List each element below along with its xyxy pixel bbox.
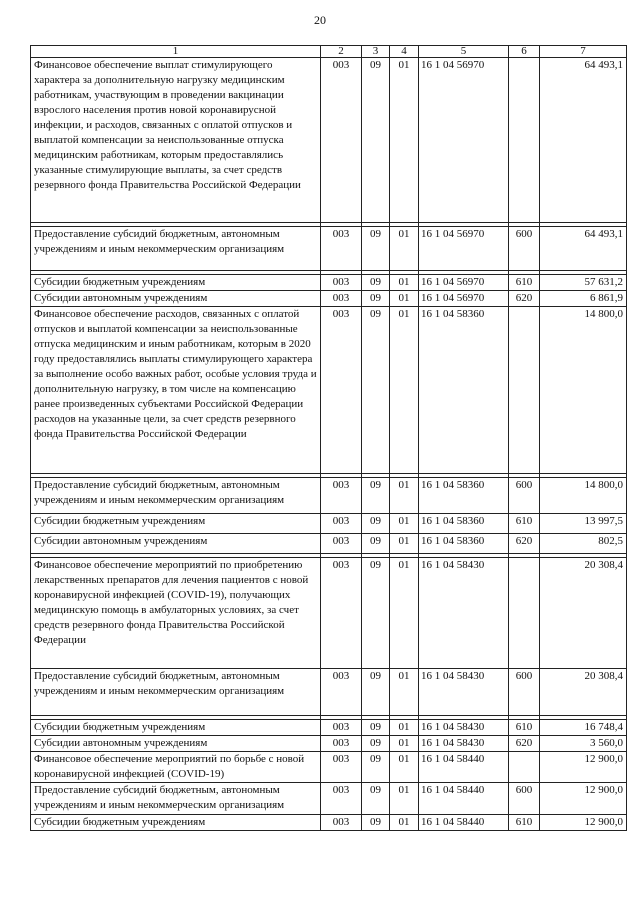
expense-type-code bbox=[509, 58, 540, 223]
item-name: Финансовое обеспечение расходов, связанных с оплатой отпусков и выплатой компенсации за неиспользованные отпуска медицинским и иным работникам, которым в 2020 году предоставлялись выплаты стимулирующего характера за выполнение особо важных работ, особые условия труда и дополнительную нагрузку, в том числе на компенсацию ранее произведенных субъектами Российской Федерации расходов на указанные цели, за счет средств резервного фонда Правительства Российской Федерации bbox=[31, 307, 321, 474]
ved-code: 003 bbox=[321, 736, 362, 752]
amount: 12 900,0 bbox=[540, 752, 627, 783]
target-article-code: 16 1 04 56970 bbox=[419, 58, 509, 223]
table-row bbox=[31, 478, 627, 514]
section-code: 09 bbox=[362, 783, 390, 815]
item-name: Субсидии бюджетным учреждениям bbox=[31, 514, 321, 534]
ved-code: 003 bbox=[321, 514, 362, 534]
subsection-code: 01 bbox=[390, 736, 419, 752]
ved-code: 003 bbox=[321, 669, 362, 716]
table-row bbox=[31, 534, 627, 554]
target-article-code: 16 1 04 58440 bbox=[419, 752, 509, 783]
section-code: 09 bbox=[362, 514, 390, 534]
item-name: Субсидии бюджетным учреждениям bbox=[31, 275, 321, 291]
ved-code: 003 bbox=[321, 752, 362, 783]
ved-code: 003 bbox=[321, 275, 362, 291]
subsection-code: 01 bbox=[390, 275, 419, 291]
subsection-code: 01 bbox=[390, 752, 419, 783]
amount: 3 560,0 bbox=[540, 736, 627, 752]
column-header: 2 bbox=[321, 46, 362, 58]
item-name: Субсидии автономным учреждениям bbox=[31, 291, 321, 307]
column-header: 3 bbox=[362, 46, 390, 58]
target-article-code: 16 1 04 56970 bbox=[419, 291, 509, 307]
subsection-code: 01 bbox=[390, 291, 419, 307]
item-name: Предоставление субсидий бюджетным, автономным учреждениям и иным некоммерческим организациям bbox=[31, 669, 321, 716]
target-article-code: 16 1 04 56970 bbox=[419, 227, 509, 271]
column-header: 6 bbox=[509, 46, 540, 58]
item-name: Субсидии автономным учреждениям bbox=[31, 534, 321, 554]
section-code: 09 bbox=[362, 720, 390, 736]
target-article-code: 16 1 04 56970 bbox=[419, 275, 509, 291]
table-row bbox=[31, 815, 627, 831]
subsection-code: 01 bbox=[390, 558, 419, 669]
subsection-code: 01 bbox=[390, 307, 419, 474]
table-row bbox=[31, 227, 627, 271]
target-article-code: 16 1 04 58440 bbox=[419, 783, 509, 815]
ved-code: 003 bbox=[321, 720, 362, 736]
ved-code: 003 bbox=[321, 307, 362, 474]
item-name: Субсидии бюджетным учреждениям bbox=[31, 720, 321, 736]
expense-type-code: 600 bbox=[509, 227, 540, 271]
section-code: 09 bbox=[362, 534, 390, 554]
item-name: Предоставление субсидий бюджетным, автономным учреждениям и иным некоммерческим организациям bbox=[31, 783, 321, 815]
target-article-code: 16 1 04 58430 bbox=[419, 558, 509, 669]
table-row bbox=[31, 514, 627, 534]
target-article-code: 16 1 04 58430 bbox=[419, 669, 509, 716]
item-name: Предоставление субсидий бюджетным, автономным учреждениям и иным некоммерческим организациям bbox=[31, 227, 321, 271]
expense-type-code: 610 bbox=[509, 514, 540, 534]
section-code: 09 bbox=[362, 275, 390, 291]
ved-code: 003 bbox=[321, 58, 362, 223]
table-row bbox=[31, 720, 627, 736]
amount: 12 900,0 bbox=[540, 815, 627, 831]
section-code: 09 bbox=[362, 307, 390, 474]
budget-table bbox=[30, 45, 627, 831]
amount: 20 308,4 bbox=[540, 669, 627, 716]
table-row bbox=[31, 307, 627, 474]
section-code: 09 bbox=[362, 815, 390, 831]
expense-type-code: 600 bbox=[509, 669, 540, 716]
target-article-code: 16 1 04 58430 bbox=[419, 720, 509, 736]
header-row bbox=[31, 46, 627, 58]
section-code: 09 bbox=[362, 478, 390, 514]
table-row bbox=[31, 669, 627, 716]
section-code: 09 bbox=[362, 58, 390, 223]
ved-code: 003 bbox=[321, 815, 362, 831]
target-article-code: 16 1 04 58430 bbox=[419, 736, 509, 752]
expense-type-code: 610 bbox=[509, 720, 540, 736]
target-article-code: 16 1 04 58360 bbox=[419, 478, 509, 514]
column-header: 5 bbox=[419, 46, 509, 58]
amount: 6 861,9 bbox=[540, 291, 627, 307]
expense-type-code: 600 bbox=[509, 783, 540, 815]
ved-code: 003 bbox=[321, 227, 362, 271]
amount: 12 900,0 bbox=[540, 783, 627, 815]
table-row bbox=[31, 752, 627, 783]
subsection-code: 01 bbox=[390, 815, 419, 831]
table-row bbox=[31, 58, 627, 223]
expense-type-code: 620 bbox=[509, 534, 540, 554]
subsection-code: 01 bbox=[390, 227, 419, 271]
item-name: Финансовое обеспечение мероприятий по борьбе с новой коронавирусной инфекцией (COVID-19) bbox=[31, 752, 321, 783]
amount: 14 800,0 bbox=[540, 307, 627, 474]
amount: 20 308,4 bbox=[540, 558, 627, 669]
table-row bbox=[31, 558, 627, 669]
subsection-code: 01 bbox=[390, 514, 419, 534]
expense-type-code: 610 bbox=[509, 275, 540, 291]
item-name: Субсидии автономным учреждениям bbox=[31, 736, 321, 752]
item-name: Предоставление субсидий бюджетным, автономным учреждениям и иным некоммерческим организациям bbox=[31, 478, 321, 514]
expense-type-code bbox=[509, 307, 540, 474]
table-row bbox=[31, 736, 627, 752]
amount: 16 748,4 bbox=[540, 720, 627, 736]
table-row bbox=[31, 291, 627, 307]
section-code: 09 bbox=[362, 291, 390, 307]
column-header: 4 bbox=[390, 46, 419, 58]
amount: 57 631,2 bbox=[540, 275, 627, 291]
expense-type-code: 620 bbox=[509, 736, 540, 752]
section-code: 09 bbox=[362, 736, 390, 752]
target-article-code: 16 1 04 58360 bbox=[419, 307, 509, 474]
amount: 13 997,5 bbox=[540, 514, 627, 534]
section-code: 09 bbox=[362, 752, 390, 783]
column-header: 1 bbox=[31, 46, 321, 58]
expense-type-code: 610 bbox=[509, 815, 540, 831]
ved-code: 003 bbox=[321, 291, 362, 307]
target-article-code: 16 1 04 58360 bbox=[419, 514, 509, 534]
table-row bbox=[31, 783, 627, 815]
ved-code: 003 bbox=[321, 478, 362, 514]
amount: 14 800,0 bbox=[540, 478, 627, 514]
item-name: Субсидии бюджетным учреждениям bbox=[31, 815, 321, 831]
amount: 64 493,1 bbox=[540, 227, 627, 271]
ved-code: 003 bbox=[321, 558, 362, 669]
expense-type-code bbox=[509, 752, 540, 783]
expense-type-code bbox=[509, 558, 540, 669]
expense-type-code: 600 bbox=[509, 478, 540, 514]
column-header: 7 bbox=[540, 46, 627, 58]
page-number: 20 bbox=[314, 13, 326, 27]
section-code: 09 bbox=[362, 227, 390, 271]
subsection-code: 01 bbox=[390, 783, 419, 815]
subsection-code: 01 bbox=[390, 720, 419, 736]
expense-type-code: 620 bbox=[509, 291, 540, 307]
section-code: 09 bbox=[362, 558, 390, 669]
amount: 802,5 bbox=[540, 534, 627, 554]
ved-code: 003 bbox=[321, 534, 362, 554]
table-row bbox=[31, 275, 627, 291]
subsection-code: 01 bbox=[390, 669, 419, 716]
item-name: Финансовое обеспечение выплат стимулирующего характера за дополнительную нагрузку медицинским работникам, участвующим в проведении вакцинации взрослого населения против новой коронавирусной инфекции, и расходов, связанных с оплатой отпусков и выплатой компенсации за неиспользованные отпуска медицинским работникам, которым предоставлялись указанные стимулирующие выплаты, за счет средств резервного фонда Правительства Российской Федерации bbox=[31, 58, 321, 223]
target-article-code: 16 1 04 58440 bbox=[419, 815, 509, 831]
target-article-code: 16 1 04 58360 bbox=[419, 534, 509, 554]
section-code: 09 bbox=[362, 669, 390, 716]
subsection-code: 01 bbox=[390, 58, 419, 223]
subsection-code: 01 bbox=[390, 478, 419, 514]
item-name: Финансовое обеспечение мероприятий по приобретению лекарственных препаратов для лечения пациентов с новой коронавирусной инфекцией (COVID-19), получающих медицинскую помощь в амбулаторных условиях, за счет средств резервного фонда Правительства Российской Федерации bbox=[31, 558, 321, 669]
amount: 64 493,1 bbox=[540, 58, 627, 223]
subsection-code: 01 bbox=[390, 534, 419, 554]
ved-code: 003 bbox=[321, 783, 362, 815]
